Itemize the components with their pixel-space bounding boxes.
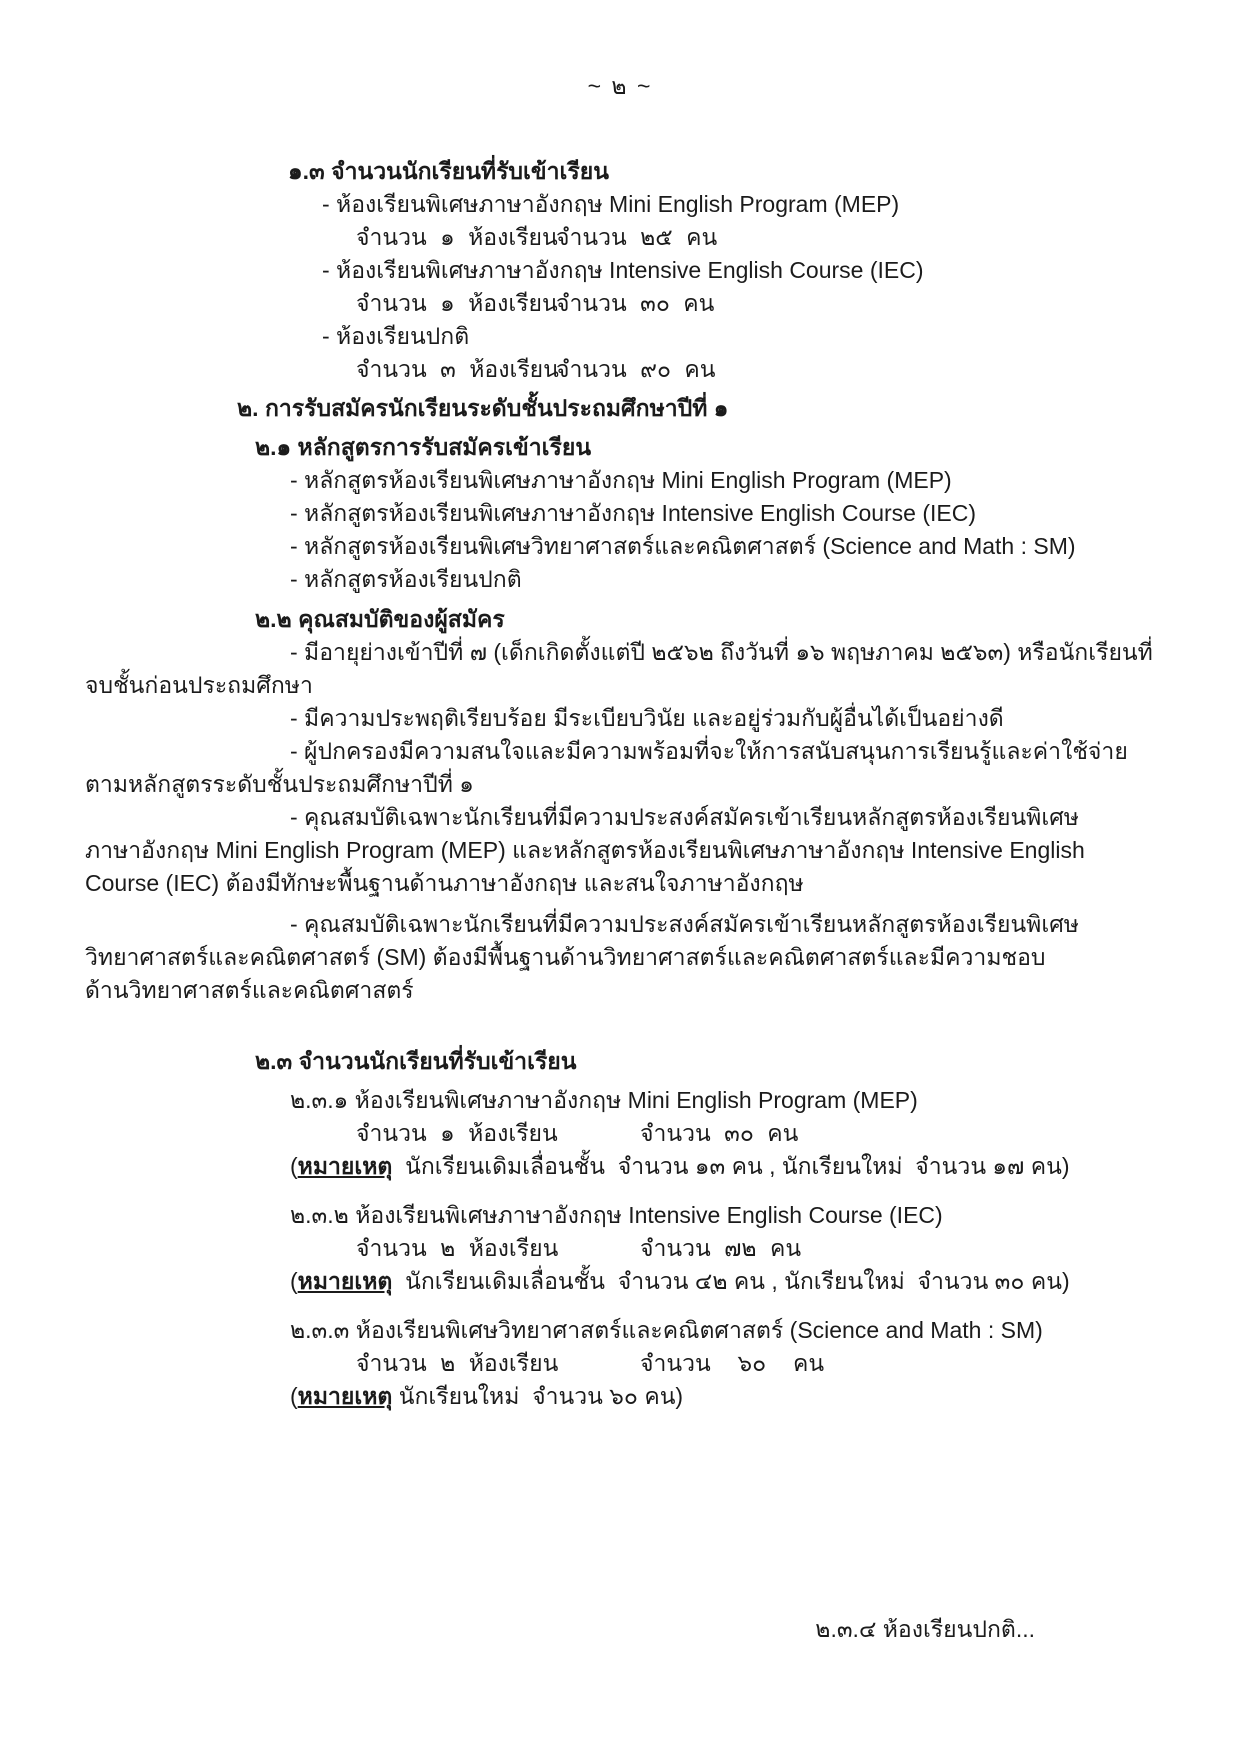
- room-count: จำนวน ๒ ห้องเรียน: [356, 1235, 559, 1261]
- note-label: หมายเหตุ: [297, 1268, 393, 1294]
- qualification-line: จบชั้นก่อนประถมศึกษา: [85, 672, 313, 698]
- student-count: จำนวน ๙๐ คน: [556, 356, 716, 382]
- section-1-3-title: ๑.๓ จำนวนนักเรียนที่รับเข้าเรียน: [288, 158, 609, 184]
- qualification-line: ภาษาอังกฤษ Mini English Program (MEP) และหลักสูตรห้องเรียนพิเศษภาษาอังกฤษ Intensive English: [85, 837, 1085, 863]
- section-2-1-title: ๒.๑ หลักสูตรการรับสมัครเข้าเรียน: [255, 434, 592, 460]
- list-item-iec: - ห้องเรียนพิเศษภาษาอังกฤษ Intensive English Course (IEC): [322, 257, 924, 283]
- item-2-3-2-label: ๒.๓.๒ ห้องเรียนพิเศษภาษาอังกฤษ Intensive English Course (IEC): [290, 1202, 943, 1228]
- list-item-regular: - ห้องเรียนปกติ: [322, 323, 470, 349]
- student-count: จำนวน ๒๕ คน: [556, 224, 718, 250]
- qualification-line: - มีอายุย่างเข้าปีที่ ๗ (เด็กเกิดตั้งแต่ปี ๒๕๖๒ ถึงวันที่ ๑๖ พฤษภาคม ๒๕๖๓) หรือนักเรียนที่: [290, 639, 1153, 665]
- count-line-2-3-1: [85, 1117, 1155, 1150]
- qualification-line: วิทยาศาสตร์และคณิตศาสตร์ (SM) ต้องมีพื้นฐานด้านวิทยาศาสตร์และคณิตศาสตร์และมีความชอบ: [85, 944, 1046, 970]
- student-count: จำนวน ๖๐ คน: [640, 1350, 825, 1376]
- qualification-line: - ผู้ปกครองมีความสนใจและมีความพร้อมที่จะให้การสนับสนุนการเรียนรู้และค่าใช้จ่าย: [290, 738, 1128, 764]
- count-line-2-3-3: [85, 1347, 1155, 1380]
- bullet-course-iec: - หลักสูตรห้องเรียนพิเศษภาษาอังกฤษ Intensive English Course (IEC): [290, 500, 977, 526]
- section-2-2-title: ๒.๒ คุณสมบัติของผู้สมัคร: [255, 606, 505, 632]
- document-content: [0, 155, 1240, 1646]
- section-2-title: ๒. การรับสมัครนักเรียนระดับชั้นประถมศึกษาปีที่ ๑: [237, 395, 729, 421]
- page-number: ~ ๒ ~: [587, 73, 653, 99]
- note-text: นักเรียนใหม่ จำนวน ๖๐ คน): [392, 1383, 684, 1409]
- count-line-mep: [85, 221, 1155, 254]
- qualification-line: ด้านวิทยาศาสตร์และคณิตศาสตร์: [85, 977, 414, 1003]
- qualification-line: Course (IEC) ต้องมีทักษะพื้นฐานด้านภาษาอังกฤษ และสนใจภาษาอังกฤษ: [85, 870, 804, 896]
- note-open-paren: (: [290, 1153, 298, 1179]
- count-line-2-3-2: [85, 1232, 1155, 1265]
- student-count: จำนวน ๓๐ คน: [556, 290, 715, 316]
- qualification-line: - มีความประพฤติเรียบร้อย มีระเบียบวินัย และอยู่ร่วมกับผู้อื่นได้เป็นอย่างดี: [290, 705, 1004, 731]
- room-count: จำนวน ๑ ห้องเรียน: [356, 1120, 558, 1146]
- note-2-3-3: [85, 1380, 1155, 1413]
- qualification-line: - คุณสมบัติเฉพาะนักเรียนที่มีความประสงค์สมัครเข้าเรียนหลักสูตรห้องเรียนพิเศษ: [290, 911, 1079, 937]
- bullet-course-regular: - หลักสูตรห้องเรียนปกติ: [290, 566, 522, 592]
- bullet-course-mep: - หลักสูตรห้องเรียนพิเศษภาษาอังกฤษ Mini English Program (MEP): [290, 467, 952, 493]
- room-count: จำนวน ๑ ห้องเรียน: [356, 224, 558, 250]
- item-2-3-1-label: ๒.๓.๑ ห้องเรียนพิเศษภาษาอังกฤษ Mini English Program (MEP): [290, 1087, 918, 1113]
- room-count: จำนวน ๑ ห้องเรียน: [356, 290, 558, 316]
- qualification-line: - คุณสมบัติเฉพาะนักเรียนที่มีความประสงค์สมัครเข้าเรียนหลักสูตรห้องเรียนพิเศษ: [290, 804, 1079, 830]
- qualification-line: ตามหลักสูตรระดับชั้นประถมศึกษาปีที่ ๑: [85, 771, 474, 797]
- item-2-3-3-label: ๒.๓.๓ ห้องเรียนพิเศษวิทยาศาสตร์และคณิตศาสตร์ (Science and Math : SM): [290, 1317, 1043, 1343]
- list-item-mep: - ห้องเรียนพิเศษภาษาอังกฤษ Mini English Program (MEP): [322, 191, 900, 217]
- bullet-course-sm: - หลักสูตรห้องเรียนพิเศษวิทยาศาสตร์และคณิตศาสตร์ (Science and Math : SM): [290, 533, 1076, 559]
- note-label: หมายเหตุ: [297, 1153, 393, 1179]
- note-2-3-2: [85, 1265, 1155, 1298]
- note-open-paren: (: [290, 1268, 298, 1294]
- student-count: จำนวน ๓๐ คน: [640, 1120, 799, 1146]
- note-2-3-1: [85, 1150, 1155, 1183]
- student-count: จำนวน ๗๒ คน: [640, 1235, 802, 1261]
- note-text: นักเรียนเดิมเลื่อนชั้น จำนวน ๔๒ คน , นักเรียนใหม่ จำนวน ๓๐ คน): [392, 1268, 1070, 1294]
- count-line-regular: [85, 353, 1155, 386]
- section-2-3-title: ๒.๓ จำนวนนักเรียนที่รับเข้าเรียน: [255, 1048, 577, 1074]
- note-open-paren: (: [290, 1383, 298, 1409]
- count-line-iec: [85, 287, 1155, 320]
- note-label: หมายเหตุ: [297, 1383, 393, 1409]
- room-count: จำนวน ๓ ห้องเรียน: [356, 356, 559, 382]
- room-count: จำนวน ๒ ห้องเรียน: [356, 1350, 559, 1376]
- note-text: นักเรียนเดิมเลื่อนชั้น จำนวน ๑๓ คน , นักเรียนใหม่ จำนวน ๑๗ คน): [392, 1153, 1070, 1179]
- continuation-marker: ๒.๓.๔ ห้องเรียนปกติ...: [815, 1616, 1035, 1642]
